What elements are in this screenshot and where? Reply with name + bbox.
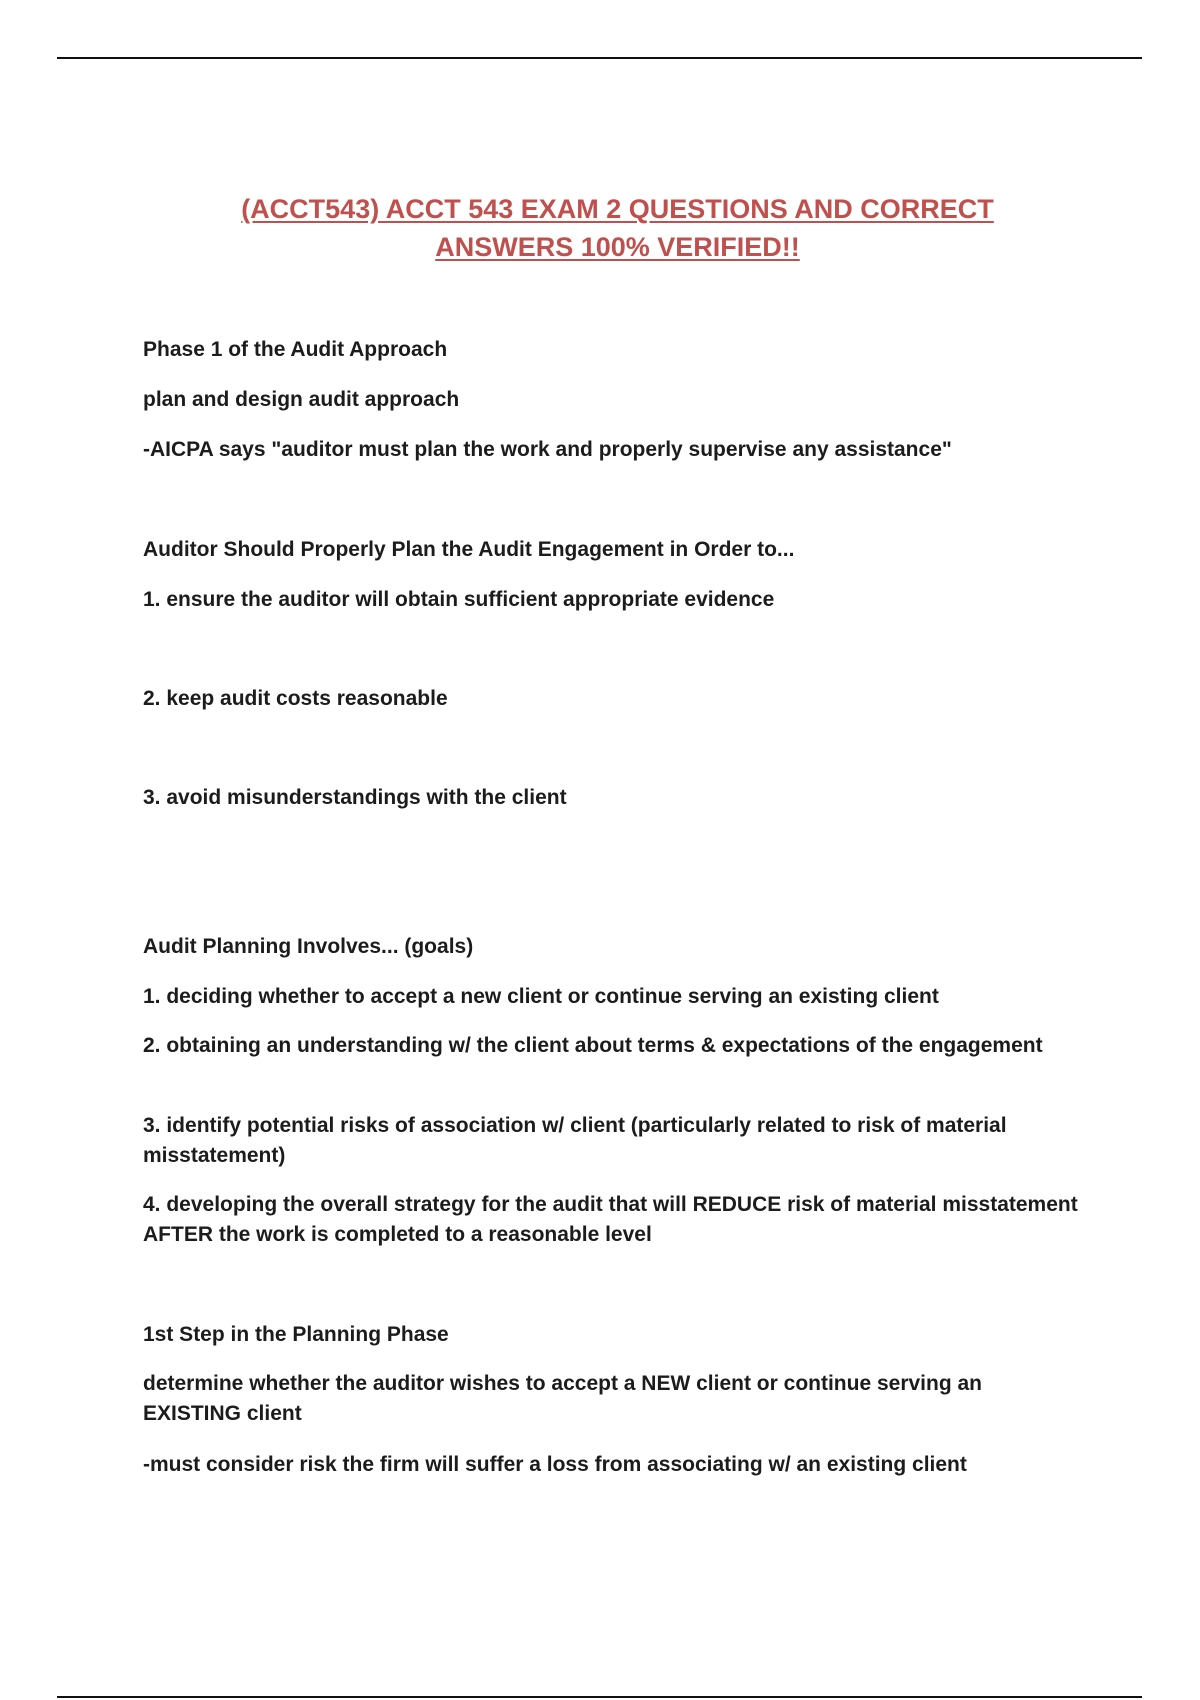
- document-title: [120, 190, 1115, 266]
- question-phase-1: Phase 1 of the Audit Approach: [143, 338, 448, 361]
- answer-text: 4. developing the overall strategy for the audit that will REDUCE risk of material misstatement AFTER the work is completed to a reasonable level: [143, 1193, 1078, 1246]
- top-rule: [57, 57, 1142, 59]
- answer-text: 2. obtaining an understanding w/ the client about terms & expectations of the engagement: [143, 1034, 1043, 1057]
- answer-text: 3. avoid misunderstandings with the client: [143, 786, 567, 809]
- answer-text: 1. ensure the auditor will obtain sufficient appropriate evidence: [143, 588, 775, 611]
- answer-text: -AICPA says "auditor must plan the work and properly supervise any assistance": [143, 438, 952, 461]
- answer-text: 1. deciding whether to accept a new client or continue serving an existing client: [143, 985, 939, 1008]
- bottom-rule: [57, 1696, 1142, 1698]
- question-first-step: 1st Step in the Planning Phase: [143, 1323, 449, 1346]
- answer-text: determine whether the auditor wishes to accept a NEW client or continue serving an EXISTING client: [143, 1372, 983, 1425]
- answer-text: -must consider risk the firm will suffer a loss from associating w/ an existing client: [143, 1453, 967, 1476]
- document-title-line-1: (ACCT543) ACCT 543 EXAM 2 QUESTIONS AND CORRECT: [241, 194, 994, 224]
- document-title-line-2: ANSWERS 100% VERIFIED!!: [435, 232, 800, 262]
- question-planning-goals: Audit Planning Involves... (goals): [143, 935, 474, 958]
- question-plan-engagement: Auditor Should Properly Plan the Audit Engagement in Order to...: [143, 538, 795, 561]
- answer-text: 2. keep audit costs reasonable: [143, 687, 448, 710]
- answer-text: plan and design audit approach: [143, 388, 460, 411]
- answer-text: 3. identify potential risks of association w/ client (particularly related to risk of material misstatement): [143, 1114, 1007, 1167]
